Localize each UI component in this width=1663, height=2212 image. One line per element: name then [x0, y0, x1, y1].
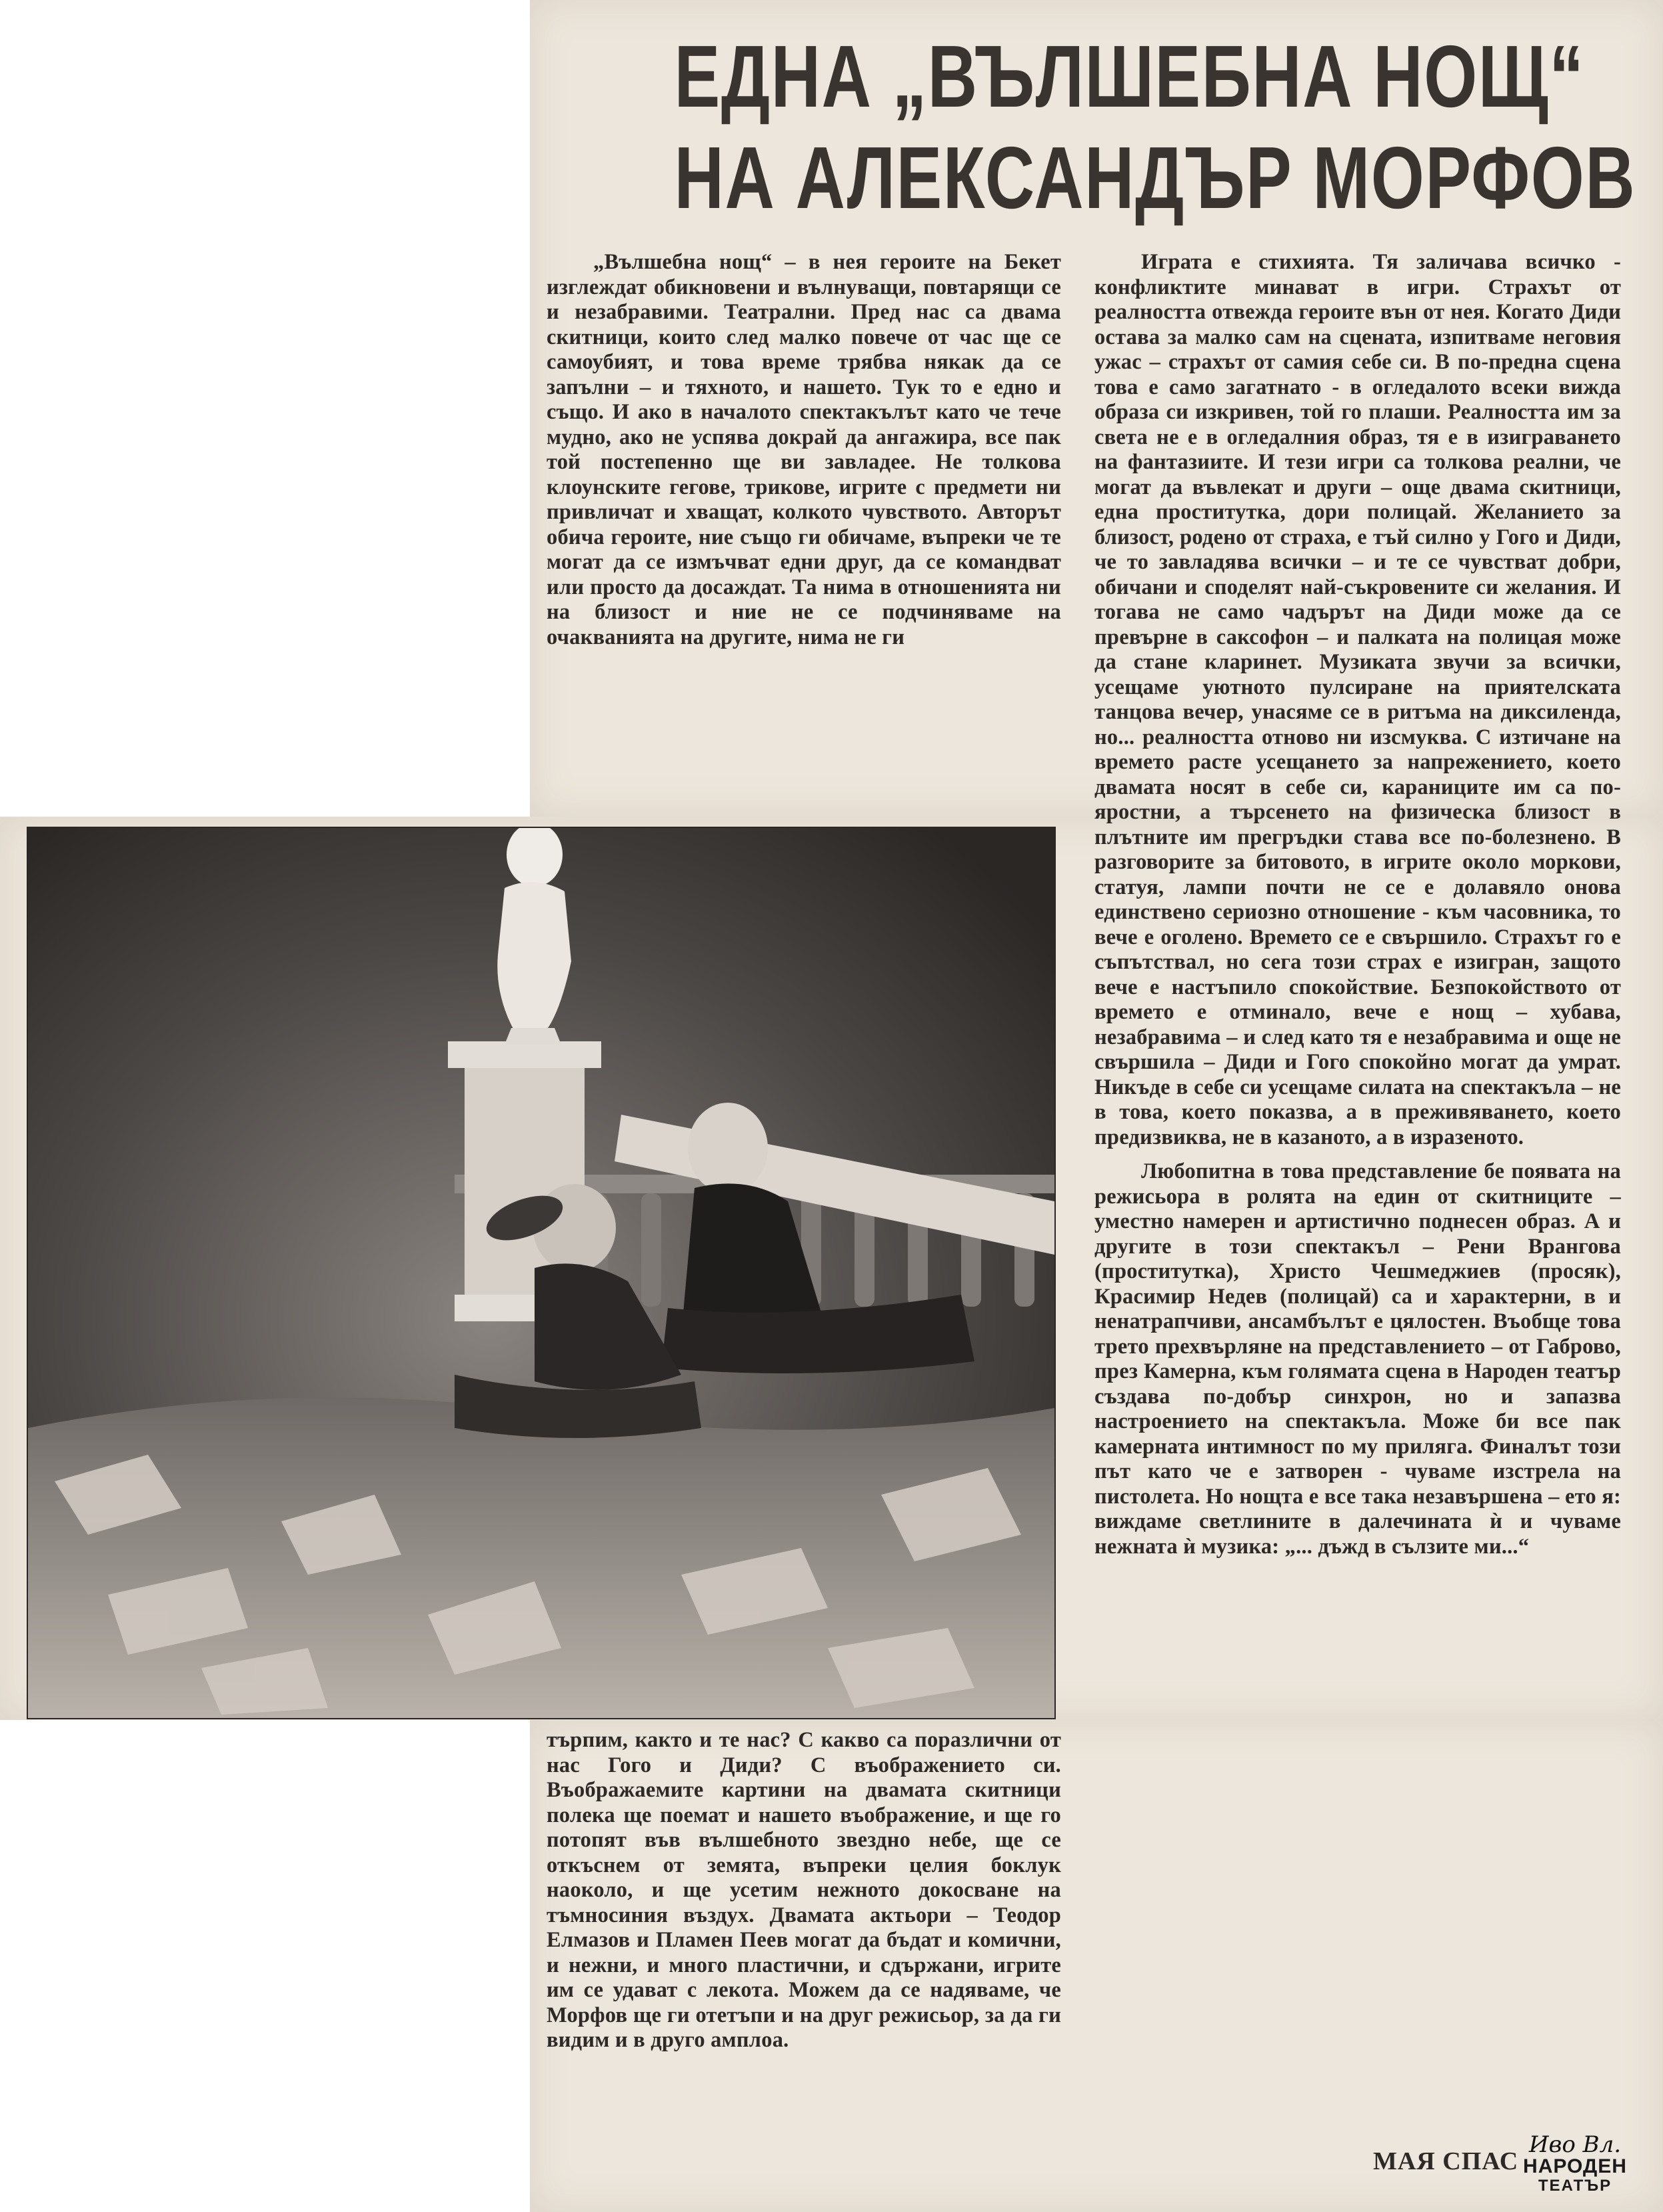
headline-line-1: ЕДНА „ВЪЛШЕБНА НОЩ“ — [674, 27, 1585, 125]
paragraph: Любопитна в това представление бе появата на режисьора в ролята на един от скитниците – уместно намерен и артистично поднесен образ. А и другите в този спектакъл – Рени Врангова (проститутка), Христо Чешмеджиев (просяк), Красимир Недев (полицай) са и характерни, в и ненатрапчиви, ансамбълът е цялостен. Въобще това трето прехвърляне на представлението – от Габрово, през Камерна, към голямата сцена в Народен театър създава по-добър синхрон, но и запазва настроението на спектакъла. Може би все пак камерната интимност по му прилягa. Финалът този път като че е затворен - чуваме изстрела на пистолета. Но нощта е все така незавършена – ето я: виждаме светлините в далечината ѝ и чуваме нежната ѝ музика: „... дъжд в сълзите ми...“ — [1094, 1159, 1621, 1559]
paragraph: търпим, както и те нас? С какво са поразлични от нас Гого и Диди? С въображението си. Въображаемите картини на двамата скитници полека ще поемат и нашето въображение, и ще го потопят във вълшебното звездно небе, ще се откъснем от земята, въпреки целия боклук наоколо, и ще усетим нежното докосване на тъмносиния въздух. Двамата актьори – Теодор Елмазов и Пламен Пеев могат да бъдат и комични, и нежни, и много пластични, и сдържани, игрите им се удават с лекота. Можем да се надяваме, че Морфов ще ги отетъпи и на друг режисьор, за да ги видим и в друго амплоа. — [547, 1728, 1061, 2052]
right-column — [1094, 250, 1621, 1559]
logo-line-2: ТЕАТЪР — [1538, 2177, 1612, 2195]
headline-line-2: НА АЛЕКСАНДЪР МОРФОВ — [674, 129, 1636, 227]
paragraph: Играта е стихията. Тя заличава всичко - конфликтите минават в игри. Страхът от реалността отвежда героите вън от нея. Когато Диди остава за малко сам на сцената, изпитваме неговия ужас – страхът от самия себе си. В по-предна сцена това е само загатнато - в огледалото всеки вижда образа си изкривен, той го плаши. Реалността им за света не е в огледалния образ, тя е в изиграването на фантазиите. И тези игри са толкова реални, че могат да въвлекат и други – още двама скитници, една проститутка, дори полицай. Желанието за близост, родено от страха, е тъй силно у Гого и Диди, че то завладява всички – и те се чувстват добри, обичани и споделят най-съкровените си желания. И тогава не само чадърът на Диди може да се превърне в саксофон – и палката на полицая може да стане кларинет. Музиката звучи за всички, усещаме уютното пулсиране на приятелската танцова вечер, унасяме се в ритъма на диксиленда, но... реалността отново ни изсмуква. С изтичане на времето расте усещането за напрежението, което двамата носят в себе си, караниците им са по-яростни, а търсенето на физическа близост в плътните им прегръдки става все по-болезнено. В разговорите за битовото, в игрите около моркови, статуя, лампи почти не се е долавяло онова единствено сериозно отношение - към часовника, то вече е оголено. Времето се е свършило. Страхът го е съпътствал, но сега този страх е изигран, защото вече е настъпило спокойствие. Безпокойството от времето е отминало, вече е нощ – хубава, незабравима – и след като тя е незабравима и още не свършила – Диди и Гого спокойно могат да умрат. Никъде в себе си усещаме силата на спектакъла – не в това, което показва, а в преживяването, което предизвиква, не в казаното, а в изразеното. — [1094, 250, 1621, 1149]
national-theatre-logo — [1518, 2133, 1632, 2205]
logo-line-1: НАРОДЕН — [1523, 2155, 1627, 2177]
left-column-top — [547, 250, 1061, 650]
author-byline: МАЯ СПАС — [1373, 2147, 1519, 2175]
paragraph: „Вълшебна нощ“ – в нея героите на Бекет изглеждат обикновени и вълнуващи, повтарящи се и незабравими. Театрални. Пред нас са двама скитници, които след малко повече от час ще се самоубият, и това време трябва някак да се запълни – и тяхното, и нашето. Тук то е едно и също. И ако в началото спектакълът като че тече мудно, ако не успява докрай да ангажира, все пак той постепенно ще ви завладее. Не толкова клоунските гегове, трикове, игрите с предмети ни привличат и хващат, колкото чувството. Авторът обича героите, ние също ги обичаме, въпреки че те могат да се измъчват едни друг, да се командват или просто да досаждат. Та нима в отношенията ни на близост и ние не се подчиняваме на очакванията на другите, нима не ги — [547, 250, 1061, 649]
stage-photo-image — [28, 828, 1054, 1718]
left-column-bottom — [547, 1728, 1061, 2053]
stage-photo — [27, 827, 1056, 1719]
logo-signature: Иво Вл. — [1528, 2131, 1622, 2158]
